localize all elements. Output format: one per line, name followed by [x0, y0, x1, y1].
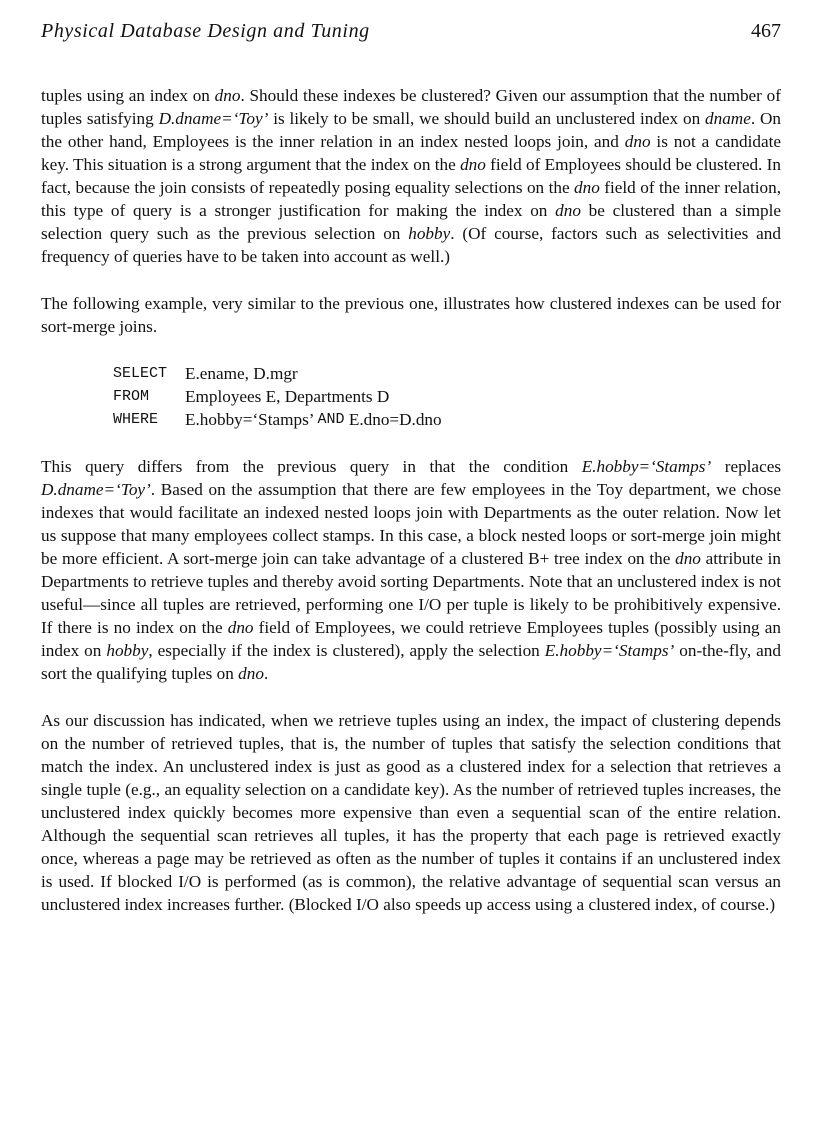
italic-term: dno [460, 155, 486, 174]
italic-term: hobby [408, 224, 451, 243]
sql-keyword-and: AND [317, 411, 345, 428]
text-run: be clustered than a simple selection query such as the previous selection on [41, 201, 781, 243]
italic-term: dno [214, 86, 241, 105]
italic-term: dno [555, 201, 581, 220]
text-run: on-the-fly, and sort the qualifying tuples on [41, 641, 781, 683]
text-run: field of the inner relation, this type of query is a stronger justification for making the index on [41, 178, 781, 220]
sql-where-text-1: E.hobby=‘Stamps’ [185, 410, 318, 429]
sql-keyword-where: WHERE [113, 411, 159, 428]
sql-keyword-select: SELECT [113, 365, 168, 382]
page-number: 467 [751, 20, 781, 42]
text-run: attribute in Departments to retrieve tuples and thereby avoid sorting Departments. Note that an unclustered index is not useful—since all tuples are retrieved, performing one I/O per tuple is likely to be prohibitively expensive. If there is no index on the [41, 549, 782, 637]
text-run: This query differs from the previous query in that the condition [41, 457, 582, 476]
text-run: . Should these indexes be clustered? Given our assumption that the number of tuples satisfying [41, 86, 781, 128]
sql-select-text: E.ename, D.mgr [185, 364, 298, 383]
italic-term: dno [227, 618, 254, 637]
italic-term: dno [574, 178, 600, 197]
italic-term: hobby [106, 641, 149, 660]
sql-from-text: Employees E, Departments D [185, 387, 390, 406]
text-run: field of Employees should be clustered. In fact, because the join consists of repeatedly posing equality selections on the [41, 155, 781, 197]
italic-term: dno [675, 549, 701, 568]
text-run: . [263, 664, 269, 683]
text-run: . On the other hand, Employees is the inner relation in an index nested loops join, and [41, 109, 781, 151]
running-title: Physical Database Design and Tuning [41, 20, 370, 42]
italic-term: D.dname=‘Toy’ [41, 480, 151, 499]
text-run: is likely to be small, we should build an unclustered index on [268, 109, 706, 128]
text-run: tuples using an index on [41, 86, 215, 105]
italic-term: dno [238, 664, 264, 683]
sql-select-line [113, 362, 781, 385]
page-header [41, 20, 781, 50]
sql-where-line [113, 408, 781, 431]
italic-term: dno [624, 132, 651, 151]
paragraph-query-differs [41, 455, 781, 685]
italic-term: dname [705, 109, 751, 128]
text-run: field of Employees, we could retrieve Employees tuples (possibly using an index on [41, 618, 781, 660]
text-run: is not a candidate key. This situation is a strong argument that the index on the [41, 132, 781, 174]
text-run: . (Of course, factors such as selectivities and frequency of queries have to be taken into account as well.) [41, 224, 781, 266]
page-body [41, 84, 781, 940]
text-run: replaces [711, 457, 782, 476]
italic-term: E.hobby=‘Stamps’ [544, 641, 675, 660]
text-run: . Based on the assumption that there are few employees in the Toy department, we chose indexes that would facilitate an indexed nested loops join with Departments as the outer relation. Now let us suppose that many employees collect stamps. In this case, a block nested loops or sort-merge join might be more efficient. A sort-merge join can take advantage of a clustered B+ tree index on the [41, 480, 781, 568]
paragraph-clustering-impact: As our discussion has indicated, when we retrieve tuples using an index, the impact of clustering depends on the number of retrieved tuples, that is, the number of tuples that satisfy the selection conditions that match the index. An unclustered index is just as good as a clustered index for a selection that retrieves a single tuple (e.g., an equality selection on a candidate key). As the number of retrieved tuples increases, the unclustered index quickly becomes more expensive than even a sequential scan of the entire relation. Although the sequential scan retrieves all tuples, it has the property that each page is retrieved exactly once, whereas a page may be retrieved as often as the number of tuples it contains if an unclustered index is used. If blocked I/O is performed (as is common), the relative advantage of sequential scan versus an unclustered index increases further. (Blocked I/O also speeds up access using a clustered index, of course.) [41, 711, 781, 914]
sql-query-block [113, 362, 781, 431]
italic-term: D.dname=‘Toy’ [158, 109, 269, 128]
sql-from-line [113, 385, 781, 408]
italic-term: E.hobby=‘Stamps’ [581, 457, 712, 476]
text-run: , especially if the index is clustered), apply the selection [148, 641, 545, 660]
paragraph-sort-merge-intro: The following example, very similar to the previous one, illustrates how clustered indexes can be used for sort-merge joins. [41, 294, 781, 336]
paragraph-clustering-join [41, 84, 781, 268]
sql-where-text-2: E.dno=D.dno [344, 410, 442, 429]
sql-keyword-from: FROM [113, 388, 150, 405]
